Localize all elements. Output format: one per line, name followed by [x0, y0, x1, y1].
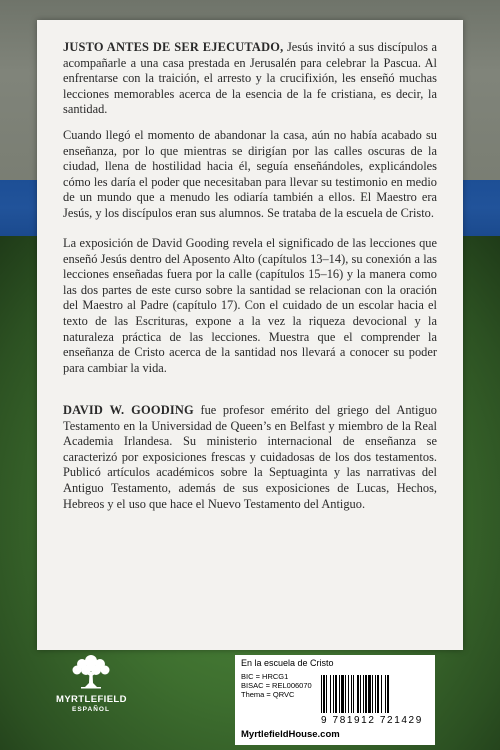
back-cover-text-panel — [37, 20, 463, 650]
blurb-paragraph-1-text: Jesús invitó a sus discípulos a acompañarle a una casa prestada en Jerusalén para celebrar la Pascua. Al enfrentarse con la traición, el arresto y la crucifixión, les enseñó muchas lecciones memorables acerca de la esencia de la fe cristiana, es decir, la santidad. — [63, 40, 437, 117]
author-bio — [63, 403, 437, 512]
bisac-code: BISAC = REL006070 — [241, 681, 312, 690]
blurb-paragraph-1 — [63, 40, 437, 118]
tree-icon — [69, 652, 113, 692]
blurb-lead-in: JUSTO ANTES DE SER EJECUTADO, — [63, 40, 284, 54]
barcode-classification-codes — [241, 672, 312, 699]
barcode-panel — [235, 655, 435, 745]
author-name: DAVID W. GOODING — [63, 403, 194, 417]
thema-code: Thema = QRVC — [241, 690, 295, 699]
bic-code: BIC = HRCG1 — [241, 672, 289, 681]
blurb-paragraph-3: La exposición de David Gooding revela el significado de las lecciones que enseñó Jesús dentro del Aposento Alto (capítulos 13–14), su conexión a las lecciones enseñadas fuera por la calle (capítulos 15–16) y la manera como las dos partes de este curso sobre la santidad se relacionan con la oración del Maestro al Padre (capítulo 17). Con el cuidado de un escolar hacia el texto de las Escrituras, expone a la vez la riqueza devocional y la naturaleza práctica de las lecciones. Muestra que el comprender la enseñanza de Cristo acerca de la santidad nos llevará a conocer su poder para cambiar la vida. — [63, 236, 437, 375]
blurb-paragraph-2: Cuando llegó el momento de abandonar la casa, aún no había acabado su enseñanza, por lo que mientras se dirigían por las calles oscuras de la ciudad, llena de hostilidad hacia él, seguía enseñándoles, explicándoles cómo les daría el poder que necesitaban para llevar su testimonio en medio de un mundo que a menudo les odiaría también a ellos. El Maestro era Jesús, y los discípulos eran sus alumnos. Se trataba de la escuela de Cristo. — [63, 128, 437, 220]
publisher-name: MYRTLEFIELD — [56, 694, 127, 705]
barcode-icon — [321, 675, 429, 715]
publisher-website: MyrtlefieldHouse.com — [241, 729, 340, 740]
isbn-number: 9 781912 721429 — [321, 715, 423, 726]
publisher-subtitle: ESPAÑOL — [72, 706, 110, 713]
publisher-logo — [56, 652, 126, 724]
author-bio-text: fue profesor emérito del griego del Antiguo Testamento en la Universidad de Queen’s en Belfast y miembro de la Real Academia Irlandesa. Su ministerio internacional de enseñanza se caracterizó por exposiciones frescas y cuidadosas de los dos testamentos. Publicó artículos académicos sobre la Septuaginta y las narrativas del Antiguo Testamento, además de sus exposiciones de Lucas, Hechos, Hebreos y el uso que hace el Nuevo Testamento del Antiguo. — [63, 403, 437, 511]
barcode-book-title: En la escuela de Cristo — [241, 658, 334, 668]
